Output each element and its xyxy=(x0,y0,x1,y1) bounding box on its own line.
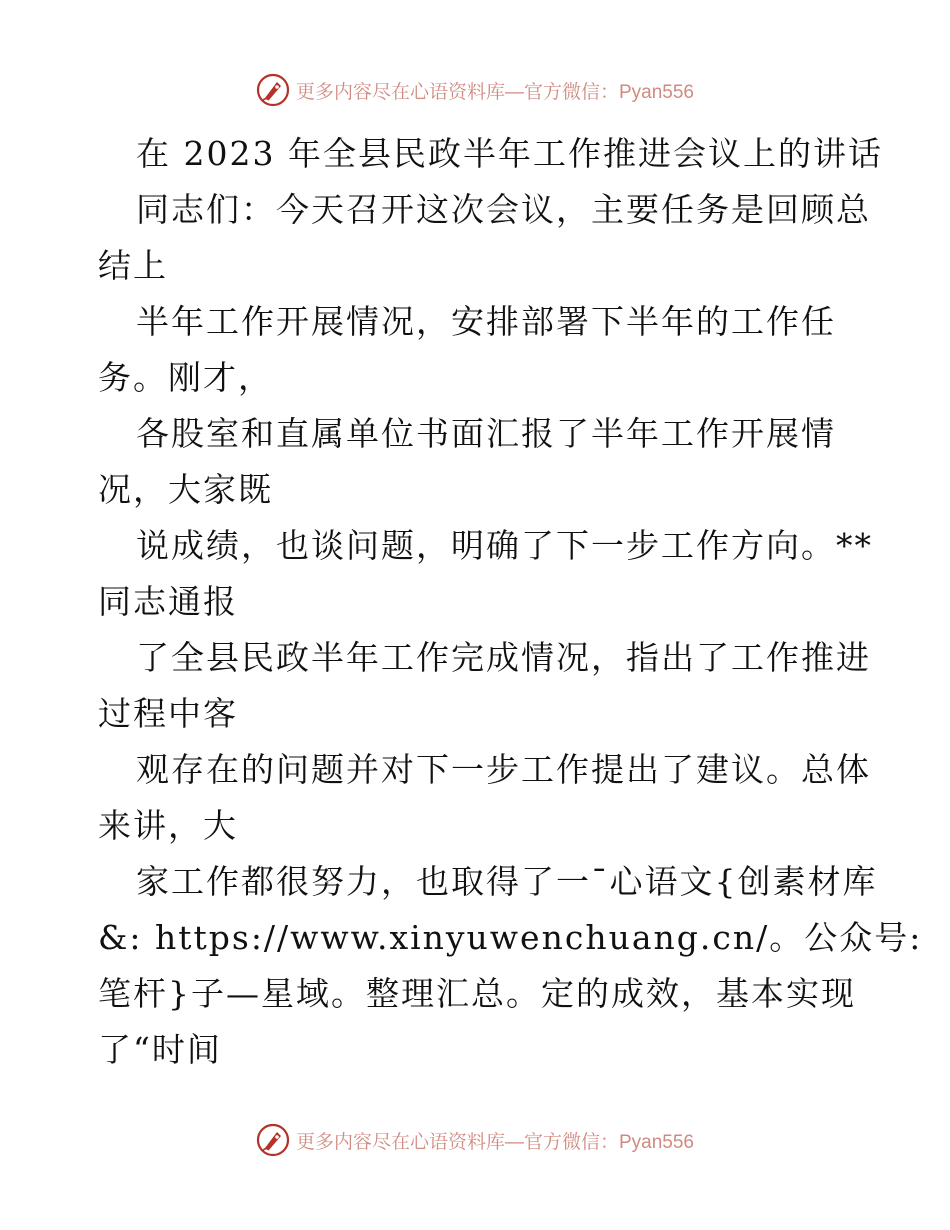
text-line: 了全县民政半年工作完成情况，指出了工作推进 xyxy=(136,638,871,677)
text-line: &: https://www.xinyuwenchuang.cn/。公众号: xyxy=(98,918,923,957)
watermark-group xyxy=(256,1123,694,1157)
text-line: 同志们：今天召开这次会议，主要任务是回顾总 xyxy=(136,190,871,229)
text-line: 各股室和直属单位书面汇报了半年工作开展情 xyxy=(136,414,836,453)
pen-nib-icon xyxy=(256,73,290,107)
text-line: 结上 xyxy=(98,246,168,285)
text-line: 笔杆}子—星域。整理汇总。定的成效，基本实现 xyxy=(98,974,856,1013)
pen-nib-icon xyxy=(256,1123,290,1157)
watermark-group xyxy=(256,73,694,107)
watermark-text: 更多内容尽在心语资料库—官方微信：Pyan556 xyxy=(295,81,694,103)
text-line: 观存在的问题并对下一步工作提出了建议。总体 xyxy=(136,750,871,789)
text-line: 在 2023 年全县民政半年工作推进会议上的讲话 xyxy=(136,134,883,173)
text-line: 家工作都很努力，也取得了一¯心语文{创素材库 xyxy=(136,862,878,901)
document-body xyxy=(98,126,923,1078)
text-line: 了“时间 xyxy=(98,1030,222,1069)
text-line: 半年工作开展情况，安排部署下半年的工作任 xyxy=(136,302,836,341)
watermark-banner-top xyxy=(0,70,950,110)
text-line: 务。刚才， xyxy=(98,358,273,397)
text-line: 况，大家既 xyxy=(98,470,273,509)
text-line: 过程中客 xyxy=(98,694,238,733)
watermark-banner-bottom xyxy=(0,1120,950,1160)
watermark-text: 更多内容尽在心语资料库—官方微信：Pyan556 xyxy=(295,1131,694,1153)
text-line: 来讲，大 xyxy=(98,806,238,845)
text-line: 同志通报 xyxy=(98,582,238,621)
text-line: 说成绩，也谈问题，明确了下一步工作方向。** xyxy=(136,526,873,565)
